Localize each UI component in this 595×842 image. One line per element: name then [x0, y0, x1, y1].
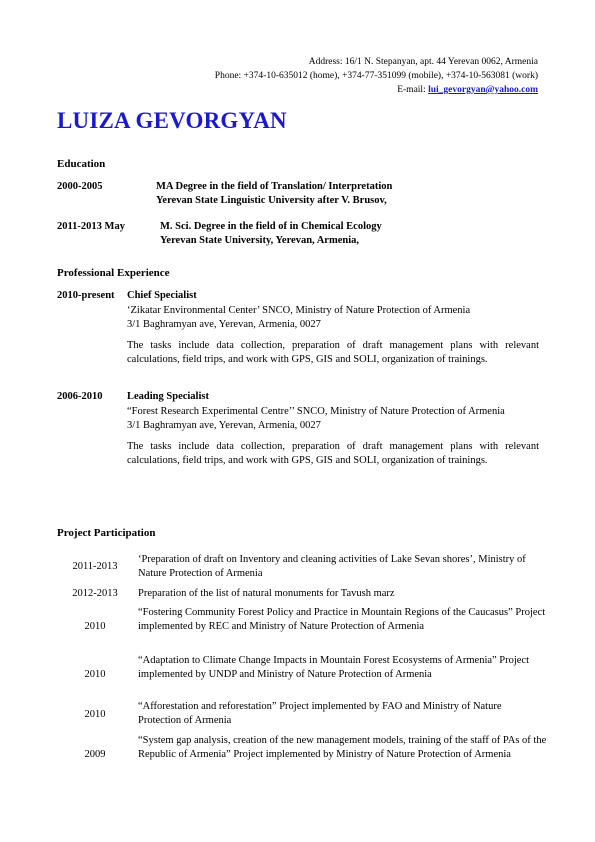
project-item	[57, 654, 547, 681]
education-institution: Yerevan State University, Yerevan, Armenia,	[160, 235, 359, 246]
experience-heading: Professional Experience	[57, 267, 170, 279]
experience-item	[57, 289, 539, 368]
project-text: Preparation of the list of natural monuments for Tavush marz	[138, 588, 395, 599]
project-item	[57, 606, 547, 633]
education-period: 2011-2013 May	[57, 221, 125, 232]
contact-block	[215, 55, 538, 97]
experience-role: Chief Specialist	[127, 290, 197, 301]
project-item	[57, 700, 547, 727]
projects-heading: Project Participation	[57, 527, 156, 539]
experience-org: ‘Zikatar Environmental Center’ SNCO, Ministry of Nature Protection of Armenia	[127, 304, 471, 316]
experience-role: Leading Specialist	[127, 391, 209, 402]
contact-email-label: E-mail:	[397, 85, 429, 95]
education-degree: MA Degree in the field of Translation/ Interpretation	[156, 181, 393, 192]
project-text: “Afforestation and reforestation” Project implemented by FAO and Ministry of Nature Protection of Armenia	[138, 701, 502, 726]
experience-period: 2006-2010	[57, 391, 103, 402]
project-year: 2010	[84, 709, 106, 720]
experience-period: 2010-present	[57, 290, 115, 301]
project-text: “Fostering Community Forest Policy and Practice in Mountain Regions of the Caucasus” Project implemented by REC and Ministry of Nature Protection of Armenia	[138, 607, 546, 632]
project-year: 2009	[84, 749, 106, 760]
experience-description: The tasks include data collection, preparation of draft management plans with relevant calculations, field trips, and work with GPS, GIS and SOLI, organization of trainings.	[127, 440, 539, 466]
experience-address: 3/1 Baghramyan ave, Yerevan, Armenia, 0027	[127, 420, 321, 431]
experience-address: 3/1 Baghramyan ave, Yerevan, Armenia, 0027	[127, 319, 321, 330]
contact-phone: Phone: +374-10-635012 (home), +374-77-351099 (mobile), +374-10-563081 (work)	[214, 71, 538, 81]
project-year: 2011-2013	[72, 561, 118, 572]
education-institution: Yerevan State Linguistic University after V. Brusov,	[156, 195, 387, 206]
project-item	[57, 734, 547, 761]
experience-item	[57, 390, 539, 469]
contact-email-line	[215, 83, 538, 97]
email-link[interactable]: lui_gevorgyan@yahoo.com	[428, 85, 538, 95]
contact-address: Address: 16/1 N. Stepanyan, apt. 44 Yerevan 0062, Armenia	[308, 57, 538, 67]
education-heading: Education	[57, 158, 106, 170]
project-text: “Adaptation to Climate Change Impacts in Mountain Forest Ecosystems of Armenia” Project implemented by UNDP and Ministry of Nature Protection of Armenia	[138, 655, 530, 680]
experience-org: “Forest Research Experimental Centre’’ SNCO, Ministry of Nature Protection of Armenia	[127, 405, 505, 417]
project-text: ‘Preparation of draft on Inventory and cleaning activities of Lake Sevan shores’, Ministry of Nature Protection of Armenia	[138, 554, 526, 579]
experience-description: The tasks include data collection, preparation of draft management plans with relevant calculations, field trips, and work with GPS, GIS and SOLI, organization of trainings.	[127, 339, 539, 365]
education-degree: M. Sci. Degree in the field of in Chemical Ecology	[160, 221, 382, 232]
project-text: “System gap analysis, creation of the new management models, training of the staff of PAs of the Republic of Armenia” Project implemented by Ministry of Nature Protection of Armenia	[138, 735, 547, 760]
project-year: 2012-2013	[72, 588, 118, 599]
project-item	[57, 587, 547, 601]
project-year: 2010	[84, 621, 106, 632]
person-name: LUIZA GEVORGYAN	[57, 108, 287, 133]
education-period: 2000-2005	[57, 181, 103, 192]
project-year: 2010	[84, 669, 106, 680]
project-item	[57, 553, 547, 580]
